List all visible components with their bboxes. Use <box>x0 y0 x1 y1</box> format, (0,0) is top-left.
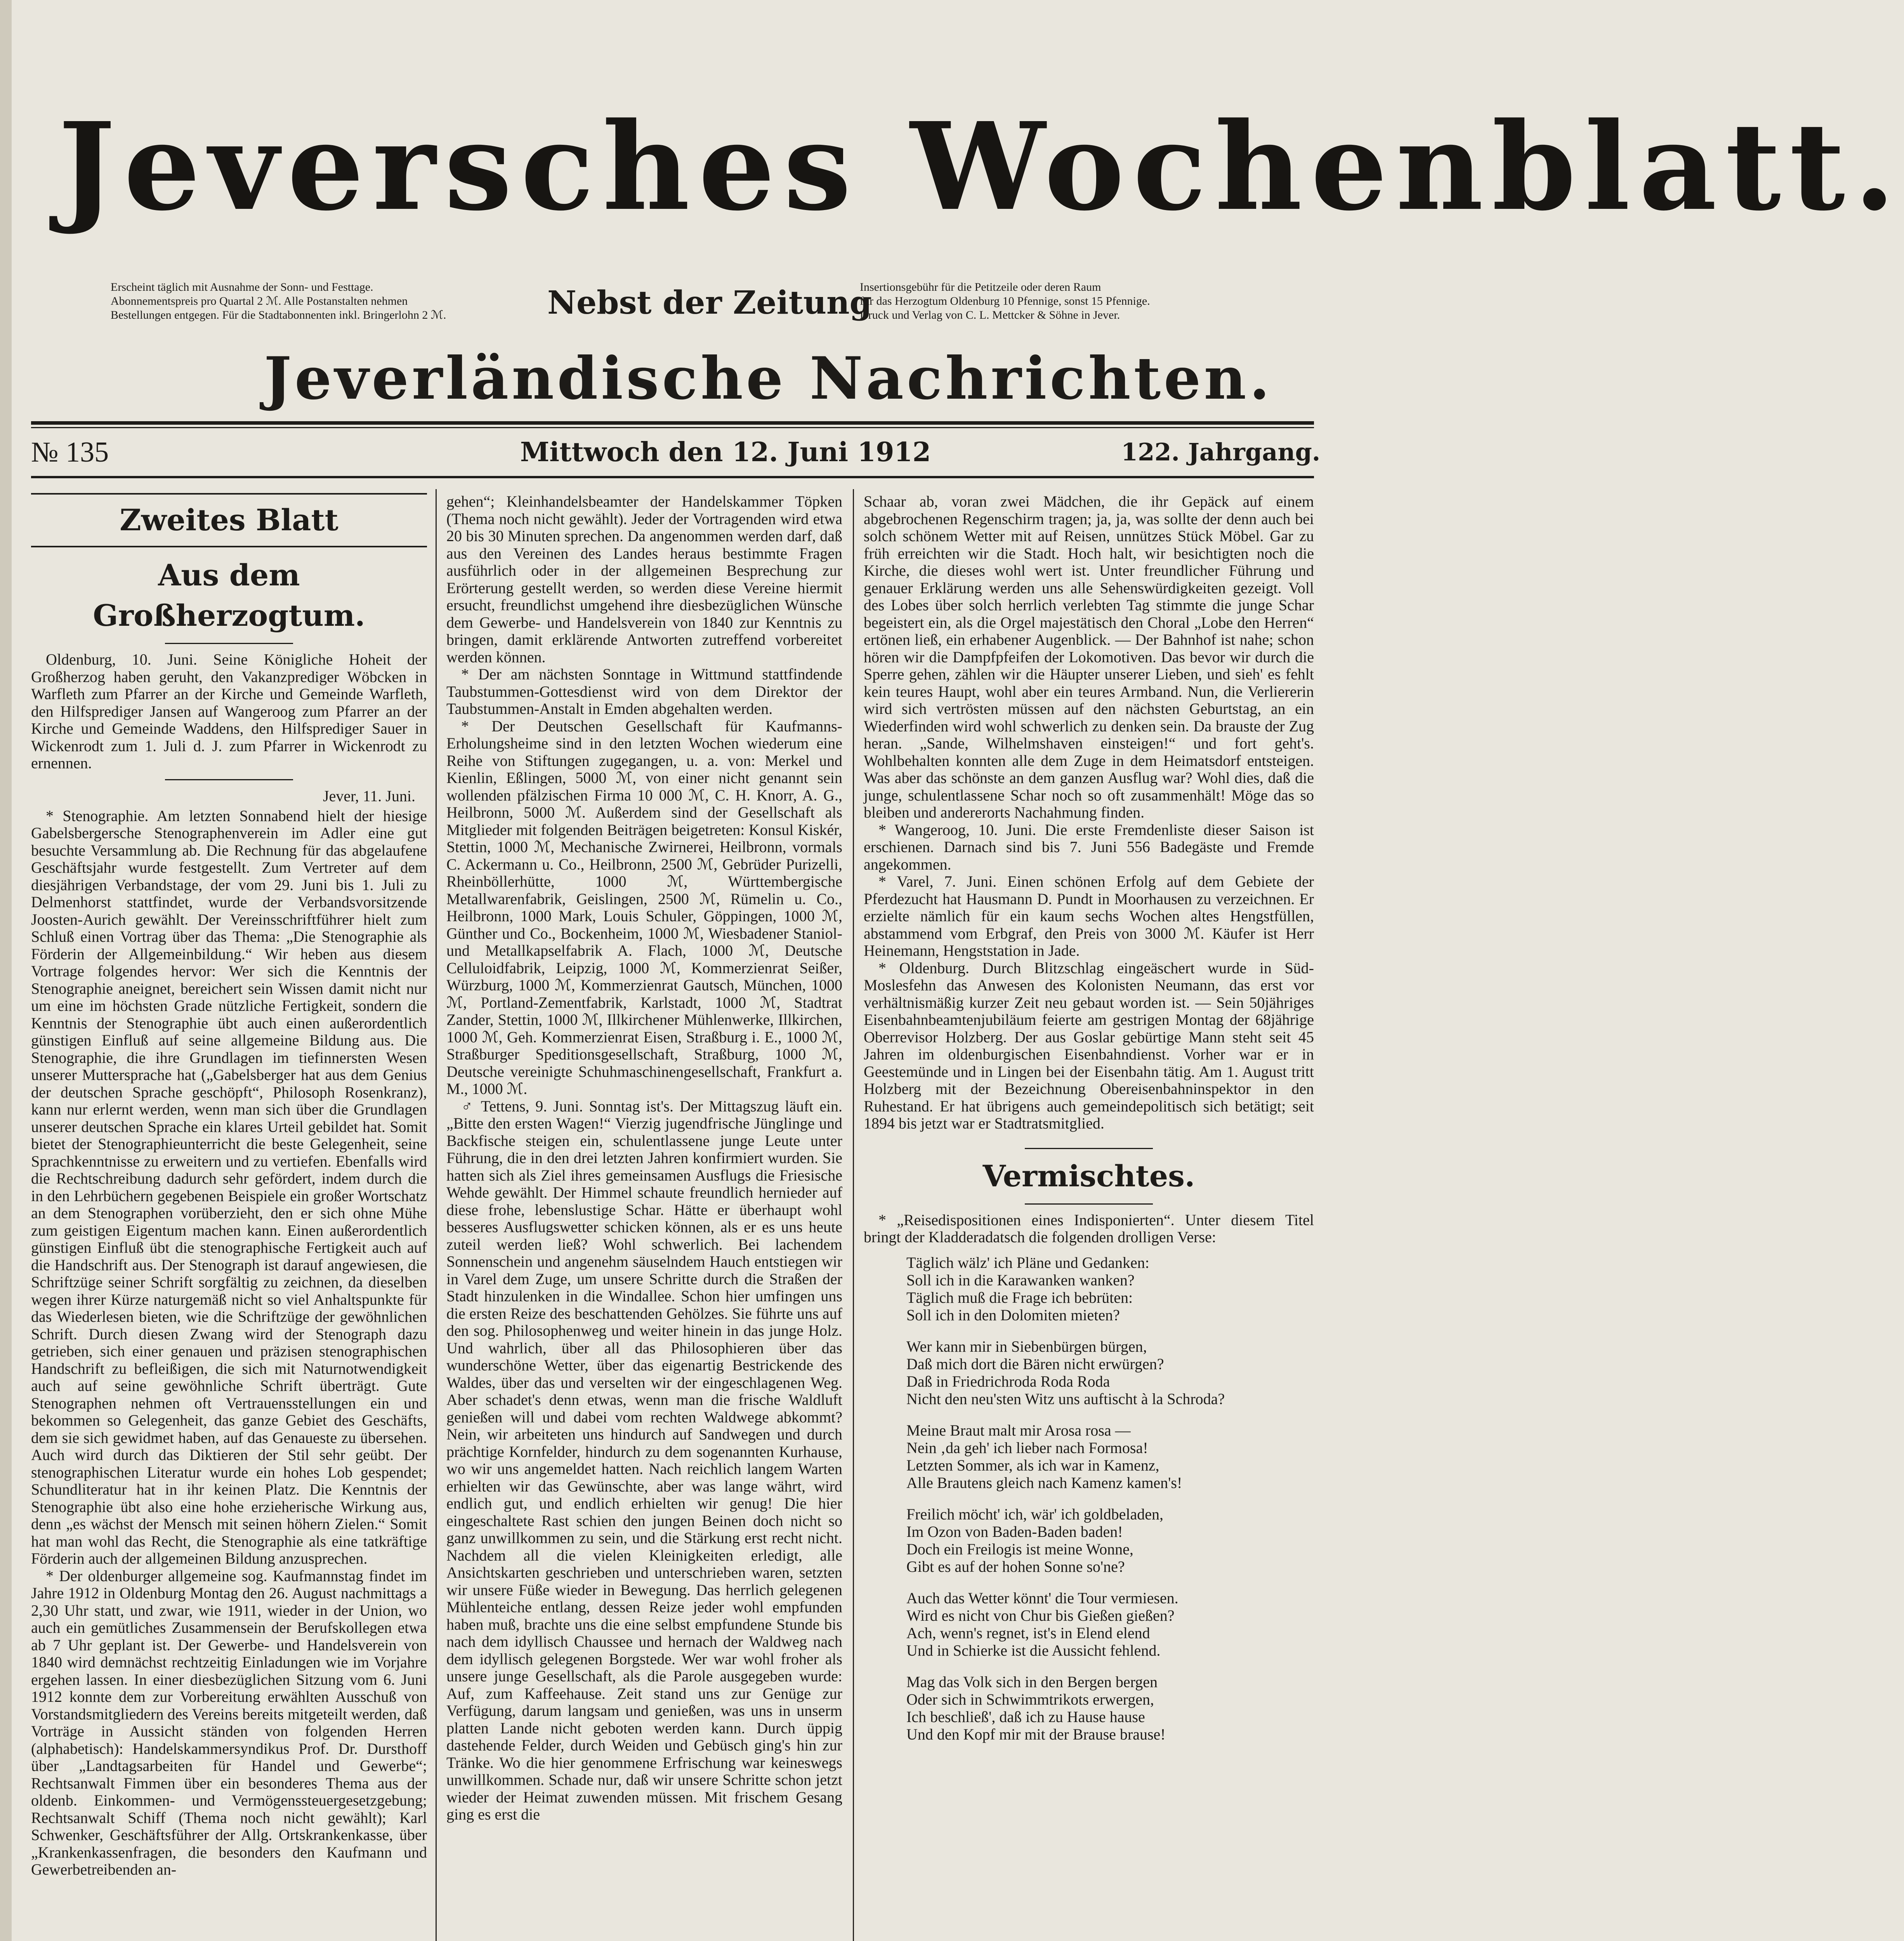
info-line: Insertionsgebühr für die Petitzeile oder deren Raum <box>860 281 1101 293</box>
issue-date: Mittwoch den 12. Juni 1912 <box>520 437 931 468</box>
dateline-rule <box>31 476 1314 478</box>
section-divider <box>1025 1203 1153 1205</box>
masthead-nebst: Nebst der Zeitung <box>547 284 872 321</box>
verse-stanza: Freilich möcht' ich, wär' ich goldbeladen, Im Ozon von Baden-Baden baden! Doch ein Freilogis ist meine Wonne, Gibt es auf der hohen Sonne so'ne? <box>906 1505 1163 1575</box>
column-3 <box>864 493 1314 1941</box>
masthead-subtitle: Jeverländische Nachrichten. <box>264 344 1273 413</box>
column-divider <box>853 489 854 1941</box>
issue-number: № 135 <box>31 436 109 468</box>
top-rule <box>31 421 1314 425</box>
article-paragraph: * Varel, 7. Juni. Einen schönen Erfolg auf dem Gebiete der Pferdezucht hat Hausmann D. Pundt in Moorhausen zu verzeichnen. Er erzielte nämlich für ein kaum sechs Wochen altes Hengstfüllen, abstammend vom Erbgraf, den Preis von 3000 ℳ. Käufer ist Herr Heinemann, Hengststation in Jade. <box>864 873 1314 959</box>
dateline: Jever, 11. Juni. <box>323 787 415 805</box>
article-paragraph: * „Reisedispositionen eines Indisponierten“. Unter diesem Titel bringt der Kladderadatsch die folgenden drolligen Verse: <box>864 1211 1314 1246</box>
info-line: für das Herzogtum Oldenburg 10 Pfennige, sonst 15 Pfennige. <box>860 295 1150 307</box>
article-paragraph: ♂ Tettens, 9. Juni. Sonntag ist's. Der Mittagszug läuft ein. „Bitte den ersten Wagen!“ Vierzig jugendfrische Jünglinge und Backfische steigen ein, schulentlassene junge Leute unter Führung, die in den drei letzten Jahren konfirmiert wurden. Sie hatten sich als Ziel ihres gemeinsamen Ausflugs die Friesische Wehde gewählt. Der Himmel schaute freundlich hernieder auf diese frohe, lebenslustige Schar. Hätte er überhaupt wohl besseres Ausflugswetter schicken können, als er es uns heute zuteil werden ließ? Wohl schwerlich. Bei lachendem Sonnenschein und angenehm säuselndem Hauch entstiegen wir in Varel dem Zuge, um unsere Schritte durch die Straßen der Stadt hinzulenken in die Windallee. Schon hier umfingen uns die ersten Reize des beschattenden Gehölzes. Sie führte uns auf den sog. Philosophenweg und weiter hinein in das junge Holz. Und wahrlich, über all das Philosophieren über das wunderschöne Wetter, über das eigenartig Bestrickende des Waldes, über das und verselten wir der eingeschlagenen Weg. Aber schadet's denn etwas, wenn man die frische Waldluft genießen will und dabei vom rechten Waldwege abkommt? Nein, wir arbeiteten uns hindurch auf Sandwegen und durch prächtige Kornfelder, hindurch zu dem sogenannten Kurhause, wo wir uns angemeldet hatten. Nach reichlich langem Warten erhielten wir das Gewünschte, aber was lange währt, wird endlich gut, und endlich erhielten wir genug! Die hier eingeschaltete Rast schien den jungen Beinen doch nicht so ganz unwillkommen zu sein, und die Stärkung erst recht nicht. Nachdem all die vielen Kleinigkeiten erledigt, alle Ansichtskarten geschrieben und unterschrieben waren, setzten wir unsere Füße wieder in Bewegung. Das herrlich gelegenen Mühlenteiche entlang, dessen Reize jeder wohl empfunden haben muß, brachte uns die eine selbst empfundene Stunde bis nach dem idyllisch Chaussee und hernach der Waldweg nach dem idyllisch gelegenen Borgstede. Wer war wohl froher als unsere junge Gesellschaft, als die Parole ausgegeben wurde: Auf, zum Kaffeehause. Zeit stand uns zur Genüge zur Verfügung, darum langsam und genießen, was uns in unserm platten Lande nicht geboten werden kann. Durch üppig dastehende Felder, durch Weiden und Gebüsch ging's hin zur Tränke. Wo die hier genommene Erfrischung war keineswegs unwillkommen. Schade nur, daß wir unsere Schritte schon jetzt wieder der Heimat zuwenden müssen. Mit frischem Gesang ging es erst die <box>446 1097 842 1823</box>
verse-stanza: Mag das Volk sich in den Bergen bergen Oder sich in Schwimmtrikots erwergen, Ich beschließ', daß ich zu Hause hause Und den Kopf mir mit der Brause brause! <box>906 1673 1166 1743</box>
article-paragraph: * Stenographie. Am letzten Sonnabend hielt der hiesige Gabelsbergersche Stenographenverein im Adler eine gut besuchte Versammlung ab. Die Rechnung für das abgelaufene Geschäftsjahr wurde festgestellt. Zum Vertreter auf dem diesjährigen Verbandstage, der vom 29. Juni bis 1. Juli zu Delmenhorst stattfindet, wurde der Verbandsvorsitzende Joosten-Aurich gewählt. Der Vereinsschriftführer hielt zum Schluß einen Vortrag über das Thema: „Die Stenographie als Förderin der Allgemeinbildung.“ Wir heben aus diesem Vortrage folgendes hervor: Wer sich die Kenntnis der Stenographie aneignet, bereichert sein Wissen damit nicht nur um eine im höchsten Grade nützliche Fertigkeit, sondern die Kenntnis der Stenographie übt auch einen außerordentlich günstigen Einfluß auf seine allgemeine Bildung aus. Die Stenographie, die ihre Grundlagen im tiefinnersten Wesen unserer Muttersprache hat („Gabelsberger hat aus dem Genius der deutschen Sprache geschöpft“, Philosoph Rosenkranz), kann nur erlernt werden, wenn man sich über die Grundlagen unserer deutschen Sprache ein klares Urteil gebildet hat. Somit bietet der Stenographieunterricht die beste Gelegenheit, seine Sprachkenntnisse zu erweitern und zu vertiefen. Ebenfalls wird die Rechtschreibung dadurch sehr gefördert, indem durch die in den Lehrbüchern gegebenen Beispiele ein großer Wortschatz an dem Stenographen vorüberzieht, den er sich ohne Mühe zum geistigen Eigentum machen kann. Einen außerordentlich günstigen Einfluß übt die stenographische Fertigkeit auch auf die Handschrift aus. Der Stenograph ist darauf angewiesen, die Schriftzüge seiner Schrift sorgfältig zu zeichnen, da dieselben wegen ihrer Kürze naturgemäß nicht so viel Anhaltspunkte für das Wiederlesen bieten, wie die Schriftzüge der gewöhnlichen Schrift. Durch diesen Zwang wird der Stenograph dazu getrieben, sich einer genauen und präzisen stenographischen Handschrift zu befleißigen, die sich mit Naturnotwendigkeit auch auf seine gewöhnliche Schrift überträgt. Gute Stenographen nehmen oft Vertrauensstellungen ein und bekommen so Gelegenheit, das ganze Gebiet des Geschäfts, dem sie sich gewidmet haben, auf das Genaueste zu übersehen. Auch wird durch das Diktieren der Stil sehr geübt. Der stenographischen Literatur wurde ein hohes Lob gespendet; Schundliteratur hat in ihr keinen Platz. Die Kenntnis der Stenographie übt also eine hohe erzieherische Wirkung aus, denn „es wächst der Mensch mit seinen höhern Zielen.“ Somit hat man wohl das Recht, die Stenographie als eine tatkräftige Förderin auch der allgemeinen Bildung anzusprechen. <box>31 807 427 1567</box>
blatt-heading: Zweites Blatt <box>31 493 427 547</box>
article-paragraph: gehen“; Kleinhandelsbeamter der Handelskammer Töpken (Thema noch nicht gewählt). Jeder der Vortragenden wird etwa 20 bis 30 Minuten sprechen. Da angenommen werden darf, daß aus den Vereinen des Landes heraus bestimmte Fragen ausführlich oder in der allgemeinen Besprechung zur Erörterung gestellt werden, so werden diese Vereine hiermit ersucht, freundlichst umgehend ihre diesbezüglichen Wünsche dem Gewerbe- und Handelsverein von 1840 zur Kenntnis zu bringen, damit erklärende Antworten zutreffend vorbereitet werden können. <box>446 493 842 666</box>
verse-stanza: Meine Braut malt mir Arosa rosa — Nein ‚da geh' ich lieber nach Formosa! Letzten Sommer, als ich war in Kamenz, Alle Brautens gleich nach Kamenz kamen's! <box>906 1421 1182 1491</box>
section-heading: Aus dem Großherzogtum. <box>93 558 365 633</box>
article-paragraph: Oldenburg, 10. Juni. Seine Königliche Hoheit der Großherzog haben geruht, den Vakanzprediger Wöbcken in Warfleth zum Pfarrer an der Kirche und Gemeinde Warfleth, den Hilfsprediger Jansen auf Wangeroog zum Pfarrer an der Kirche und Gemeinde Waddens, den Hilfsprediger Sauer in Wickenrodt zum 1. Juli d. J. zum Pfarrer in Wickenrodt zu ernennen. <box>31 651 427 772</box>
section-divider <box>165 643 293 644</box>
article-paragraph: * Der oldenburger allgemeine sog. Kaufmannstag findet im Jahre 1912 in Oldenburg Montag den 26. August nachmittags a 2,30 Uhr statt, und zwar, wie 1911, wieder in der Union, wo auch ein gemütliches Zusammensein der Berufskollegen etwa ab 7 Uhr geplant ist. Der Gewerbe- und Handelsverein von 1840 wird demnächst rechtzeitig Einladungen wie im Vorjahre ergehen lassen. In einer diesbezüglichen Sitzung vom 6. Juni 1912 konnte dem zur Vorbereitung erwählten Ausschuß von Vorstandsmitgliedern des Vereins bereits mitgeteilt werden, daß Vorträge in Aussicht ständen von folgenden Herren (alphabetisch): Handelskammersyndikus Prof. Dr. Dursthoff über „Landtagsarbeiten für Handel und Gewerbe“; Rechtsanwalt Fimmen über ein besonderes Thema aus der oldenb. Einkommen- und Vermögenssteuergesetzgebung; Rechtsanwalt Schiff (Thema noch nicht gewählt); Karl Schwenker, Geschäftsführer der Allg. Ortskrankenkasse, über „Krankenkassenfragen, die besonders den Kaufmann und Gewerbetreibenden an- <box>31 1567 427 1878</box>
info-line: Druck und Verlag von C. L. Mettcker & Söhne in Jever. <box>860 309 1120 321</box>
column-divider <box>436 489 437 1941</box>
issue-volume: 122. Jahrgang. <box>1121 438 1321 466</box>
section-divider <box>1025 1148 1153 1149</box>
verse-stanza: Täglich wälz' ich Pläne und Gedanken: Soll ich in die Karawanken wanken? Täglich muß die Frage ich bebrüten: Soll ich in den Dolomiten mieten? <box>906 1253 1149 1324</box>
info-line: Bestellungen entgegen. Für die Stadtabonnenten inkl. Bringerlohn 2 ℳ. <box>111 309 446 321</box>
section-divider <box>165 779 293 780</box>
top-rule-thin <box>31 427 1314 428</box>
info-line: Erscheint täglich mit Ausnahme der Sonn- und Festtage. <box>111 281 373 293</box>
masthead-title: Jeversches Wochenblatt. <box>58 96 1904 238</box>
article-paragraph: Schaar ab, voran zwei Mädchen, die ihr Gepäck auf einem abgebrochenen Regenschirm tragen; ja, ja, was sollte der denn auch bei solch schönem Wetter mit auf Reisen, unnützes Stück Möbel. Gar zu früh erreichten wir die Stadt. Hoch halt, wir besichtigten noch die Kirche, die dieses wohl wert ist. Unter freundlicher Führung und genauer Erklärung werden uns alle Sehenswürdigkeiten gezeigt. Voll des Lobes über solch herrlich verlebten Tag stimmte die junge Schar begeistert ein, als die Orgel majestätisch den Choral „Lobe den Herren“ ertönen ließ, ein erhabener Augenblick. — Der Bahnhof ist nahe; schon hören wir die Dampfpfeifen der Lokomotiven. Das bevor wir durch die Sperre gehen, zählen wir die Häupter unserer Lieben, und sieh' es fehlt kein teures Haupt, wohl aber ein teures Armband. Nun, die Verliererin wird sich vertrösten müssen auf den nächsten Geburtstag, an ein Wiederfinden wird wohl schwerlich zu denken sein. Da brauste der Zug heran. „Sande, Wilhelmshaven einsteigen!“ und fort geht's. Wohlbehalten konnten alle dem Zuge in dem Heimatsdorf entsteigen. Was aber das schönste an dem ganzen Ausflug war? Wohl dies, daß die junge, schulentlassene Schar noch so oft zusammenhält! Möge das so bleiben und andererorts Nachahmung finden. <box>864 493 1314 821</box>
article-paragraph: * Der Deutschen Gesellschaft für Kaufmanns-Erholungsheime sind in den letzten Wochen wiederum eine Reihe von Stiftungen zugegangen, u. a. von: Merkel und Kienlin, Eßlingen, 5000 ℳ, von einer nicht genannt sein wollenden pfälzischen Firma 10 000 ℳ, C. H. Knorr, A. G., Heilbronn, 5000 ℳ. Außerdem sind der Gesellschaft als Mitglieder mit folgenden Beiträgen beigetreten: Konsul Kiskér, Stettin, 1000 ℳ, Mechanische Zwirnerei, Heilbronn, vormals C. Ackermann u. Co., Heilbronn, 2500 ℳ, Gebrüder Purizelli, Rheinböllerhütte, 1000 ℳ, Württembergische Metallwarenfabrik, Geislingen, 2500 ℳ, Rümelin u. Co., Heilbronn, 1000 Mark, Louis Schuler, Göppingen, 1000 ℳ, Günther und Co., Bockenheim, 1000 ℳ, Wiesbadener Staniol- und Metallkapselfabrik A. Flach, 1000 ℳ, Deutsche Celluloidfabrik, Leipzig, 1000 ℳ, Kommerzienrat Seißer, Würzburg, 1000 ℳ, Kommerzienrat Gautsch, München, 1000 ℳ, Portland-Zementfabrik, Karlstadt, 1000 ℳ, Stadtrat Zander, Stettin, 1000 ℳ, Illkirchener Mühlenwerke, Illkirchen, 1000 ℳ, Geh. Kommerzienrat Eisen, Straßburg i. E., 1000 ℳ, Straßburger Speditionsgesellschaft, Straßburg, 1000 ℳ, Deutsche vereinigte Schuhmaschinengesellschaft, Frankfurt a. M., 1000 ℳ. <box>446 717 842 1097</box>
page-binding-edge <box>0 0 12 1941</box>
article-paragraph: * Der am nächsten Sonntage in Wittmund stattfindende Taubstummen-Gottesdienst wird von dem Direktor der Taubstummen-Anstalt in Emden abgehalten werden. <box>446 665 842 717</box>
advertising-info <box>860 280 1150 322</box>
column-1 <box>31 493 427 1941</box>
verse-stanza: Auch das Wetter könnt' die Tour vermiesen. Wird es nicht von Chur bis Gießen gießen? Ach, wenn's regnet, ist's in Elend elend Und in Schierke ist die Aussicht fehlend. <box>906 1589 1179 1659</box>
verse-stanza: Wer kann mir in Siebenbürgen bürgen, Daß mich dort die Bären nicht erwürgen? Daß in Friedrichroda Roda Roda Nicht den neu'sten Witz uns auftischt à la Schroda? <box>906 1337 1225 1408</box>
section-heading: Vermischtes. <box>982 1158 1195 1193</box>
info-line: Abonnementspreis pro Quartal 2 ℳ. Alle Postanstalten nehmen <box>111 295 408 307</box>
column-2 <box>446 493 842 1941</box>
article-paragraph: * Wangeroog, 10. Juni. Die erste Fremdenliste dieser Saison ist erschienen. Darnach sind bis 7. Juni 556 Badegäste und Fremde angekommen. <box>864 821 1314 873</box>
subscription-info <box>111 280 446 322</box>
article-paragraph: * Oldenburg. Durch Blitzschlag eingeäschert wurde in Süd-Moslesfehn das Anwesen des Kolonisten Neumann, das erst vor verhältnismäßig kurzer Zeit neu gebaut worden ist. — Sein 50jähriges Eisenbahnbeamtenjubiläum feierte am gestrigen Montag der 68jährige Oberrevisor Holzberg. Der aus Goslar gebürtige Mann steht seit 45 Jahren im oldenburgischen Eisenbahndienst. Vorher war er in Geestemünde und in Lingen bei der Eisenbahn tätig. Am 1. August tritt Holzberg mit der Bezeichnung Obereisenbahninspektor in den Ruhestand. Er hat übrigens auch gemeindepolitisch sich betätigt; seit 1894 bis jetzt war er Stadtratsmitglied. <box>864 959 1314 1132</box>
